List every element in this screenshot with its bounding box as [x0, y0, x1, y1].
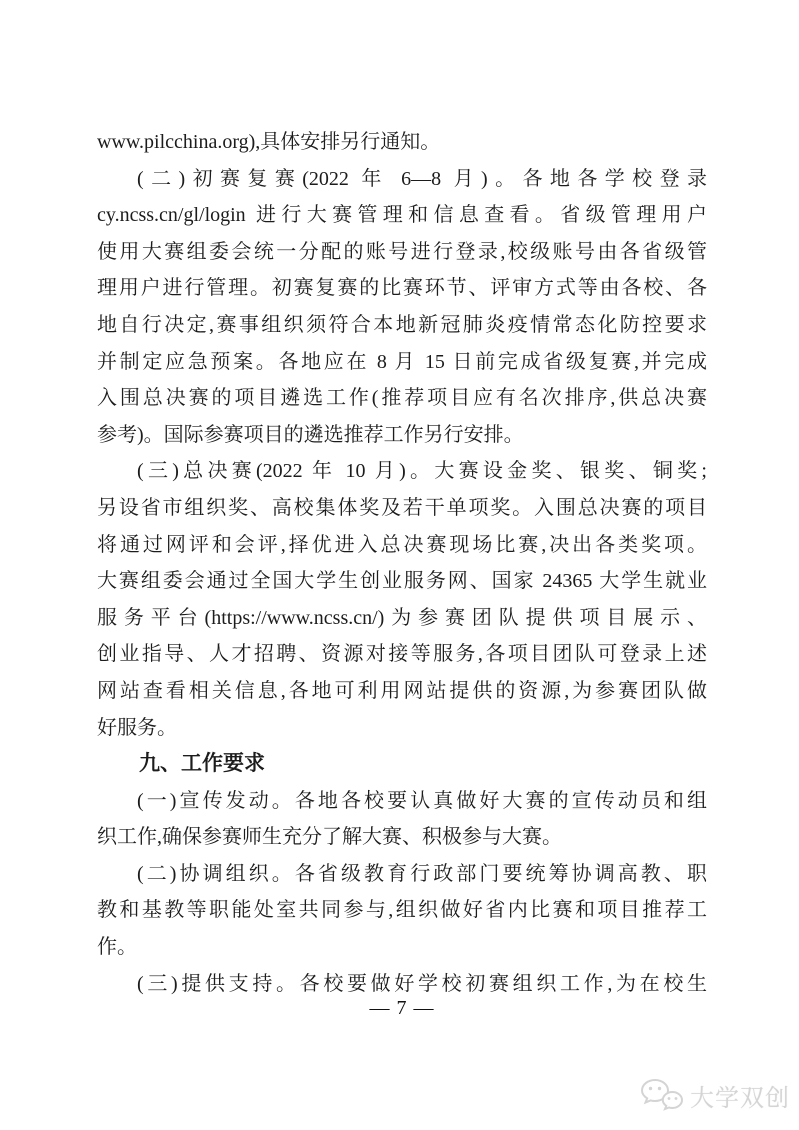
- text-line: 好服务。: [97, 716, 177, 739]
- text-line: 使用大赛组委会统一分配的账号进行登录,校级账号由各省级管: [97, 240, 707, 263]
- text-line: (三)提供支持。各校要做好学校初赛组织工作,为在校生: [137, 972, 707, 995]
- text-line: (二)初赛复赛(2022 年 6—8 月)。各地各学校登录: [137, 167, 707, 190]
- text-line: 另设省市组织奖、高校集体奖及若干单项奖。入围总决赛的项目: [97, 496, 707, 519]
- watermark: [641, 1077, 790, 1113]
- text-line: (二)协调组织。各省级教育行政部门要统筹协调高教、职: [137, 862, 707, 885]
- text-line: cy.ncss.cn/gl/login 进行大赛管理和信息查看。省级管理用户: [97, 204, 707, 227]
- text-line: 理用户进行管理。初赛复赛的比赛环节、评审方式等由各校、各: [97, 277, 707, 300]
- text-line: 教和基教等职能处室共同参与,组织做好省内比赛和项目推荐工: [97, 899, 707, 922]
- text-line: 大赛组委会通过全国大学生创业服务网、国家 24365 大学生就业: [97, 570, 707, 593]
- text-line: 参考)。国际参赛项目的遴选推荐工作另行安排。: [97, 423, 524, 446]
- document-body: [97, 124, 707, 1002]
- text-line: 入围总决赛的项目遴选工作(推荐项目应有名次排序,供总决赛: [97, 387, 707, 410]
- text-line: 创业指导、人才招聘、资源对接等服务,各项目团队可登录上述: [97, 643, 707, 666]
- section-heading: 九、工作要求: [139, 752, 265, 776]
- wechat-icon: [641, 1078, 683, 1112]
- text-line: (三)总决赛(2022 年 10 月)。大赛设金奖、银奖、铜奖;: [137, 460, 707, 483]
- watermark-label: 大学双创: [690, 1084, 790, 1112]
- text-line: 地自行决定,赛事组织须符合本地新冠肺炎疫情常态化防控要求: [97, 313, 707, 336]
- text-line: (一)宣传发动。各地各校要认真做好大赛的宣传动员和组: [137, 789, 707, 812]
- text-line: 织工作,确保参赛师生充分了解大赛、积极参与大赛。: [97, 826, 562, 849]
- page-number: — 7 —: [369, 997, 435, 1019]
- text-line: 作。: [97, 936, 137, 959]
- text-line: 并制定应急预案。各地应在 8 月 15 日前完成省级复赛,并完成: [97, 350, 707, 373]
- text-line: 网站查看相关信息,各地可利用网站提供的资源,为参赛团队做: [97, 679, 707, 702]
- text-line: www.pilcchina.org),具体安排另行通知。: [97, 131, 441, 153]
- text-line: 将通过网评和会评,择优进入总决赛现场比赛,决出各类奖项。: [97, 533, 707, 556]
- text-line: 服务平台(https://www.ncss.cn/)为参赛团队提供项目展示、: [97, 606, 707, 629]
